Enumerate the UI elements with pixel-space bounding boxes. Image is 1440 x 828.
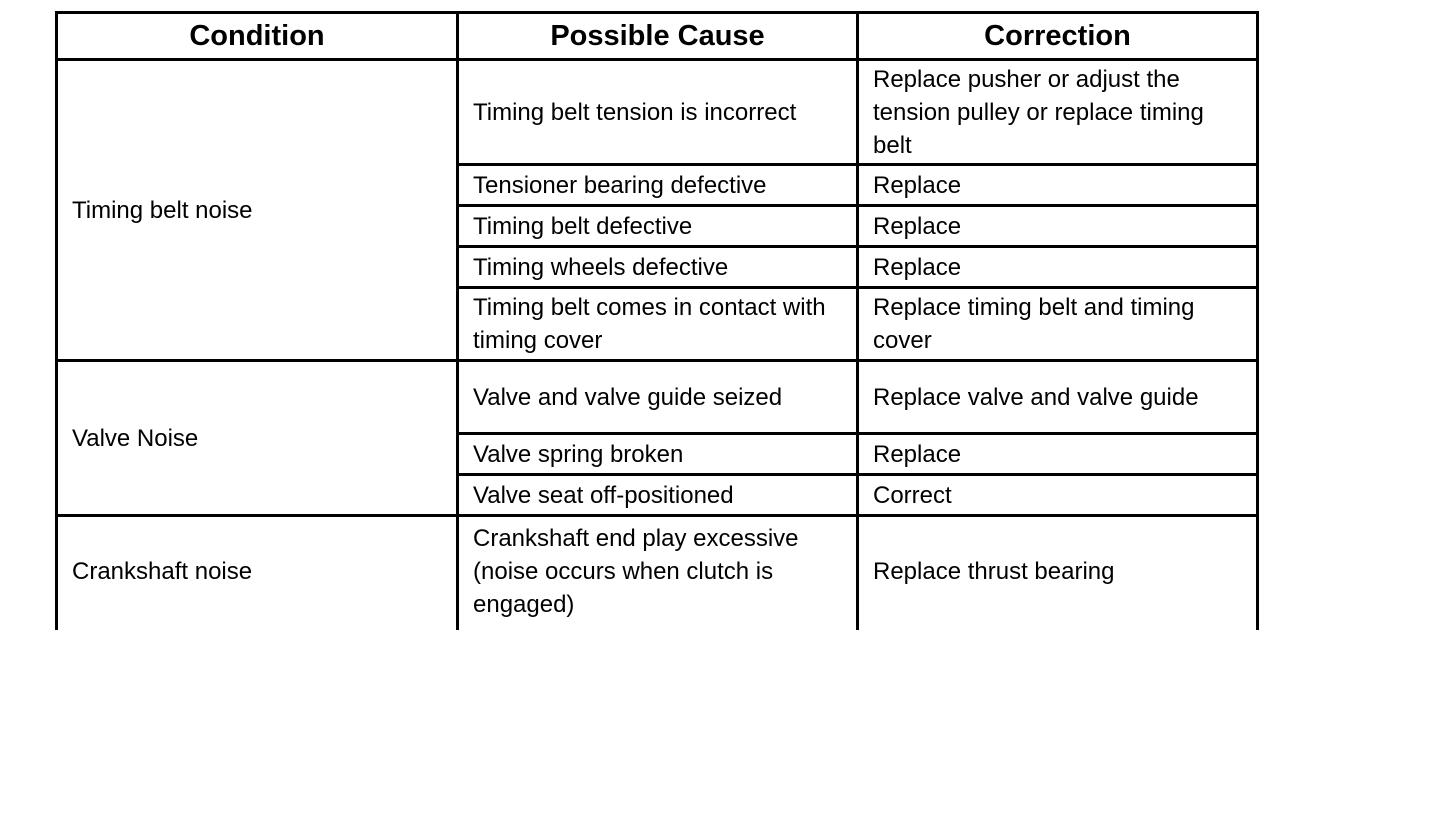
cause-cell: Crankshaft end play excessive (noise occurs when clutch is engaged) [458,516,858,631]
table-row [57,361,1258,434]
header-condition: Condition [57,13,458,60]
cause-cell: Valve seat off-positioned [458,475,858,516]
correction-cell: Replace [858,206,1258,247]
cause-cell: Timing wheels defective [458,247,858,288]
header-row [57,13,1258,60]
cause-cell: Timing belt tension is incorrect [458,60,858,165]
cause-cell: Timing belt comes in contact with timing cover [458,288,858,361]
cause-cell: Timing belt defective [458,206,858,247]
correction-cell: Replace valve and valve guide [858,361,1258,434]
table-row [57,516,1258,631]
cause-cell: Tensioner bearing defective [458,165,858,206]
condition-cell: Valve Noise [57,361,458,516]
correction-cell: Replace timing belt and timing cover [858,288,1258,361]
diagnosis-table [55,11,1259,630]
table-row [57,60,1258,165]
correction-cell: Correct [858,475,1258,516]
header-correction: Correction [858,13,1258,60]
correction-cell: Replace [858,247,1258,288]
condition-cell: Crankshaft noise [57,516,458,631]
correction-cell: Replace thrust bearing [858,516,1258,631]
table-viewport [55,11,1259,630]
correction-cell: Replace pusher or adjust the tension pulley or replace timing belt [858,60,1258,165]
header-possible-cause: Possible Cause [458,13,858,60]
cause-cell: Valve and valve guide seized [458,361,858,434]
correction-cell: Replace [858,165,1258,206]
cause-cell: Valve spring broken [458,434,858,475]
correction-cell: Replace [858,434,1258,475]
condition-cell: Timing belt noise [57,60,458,361]
